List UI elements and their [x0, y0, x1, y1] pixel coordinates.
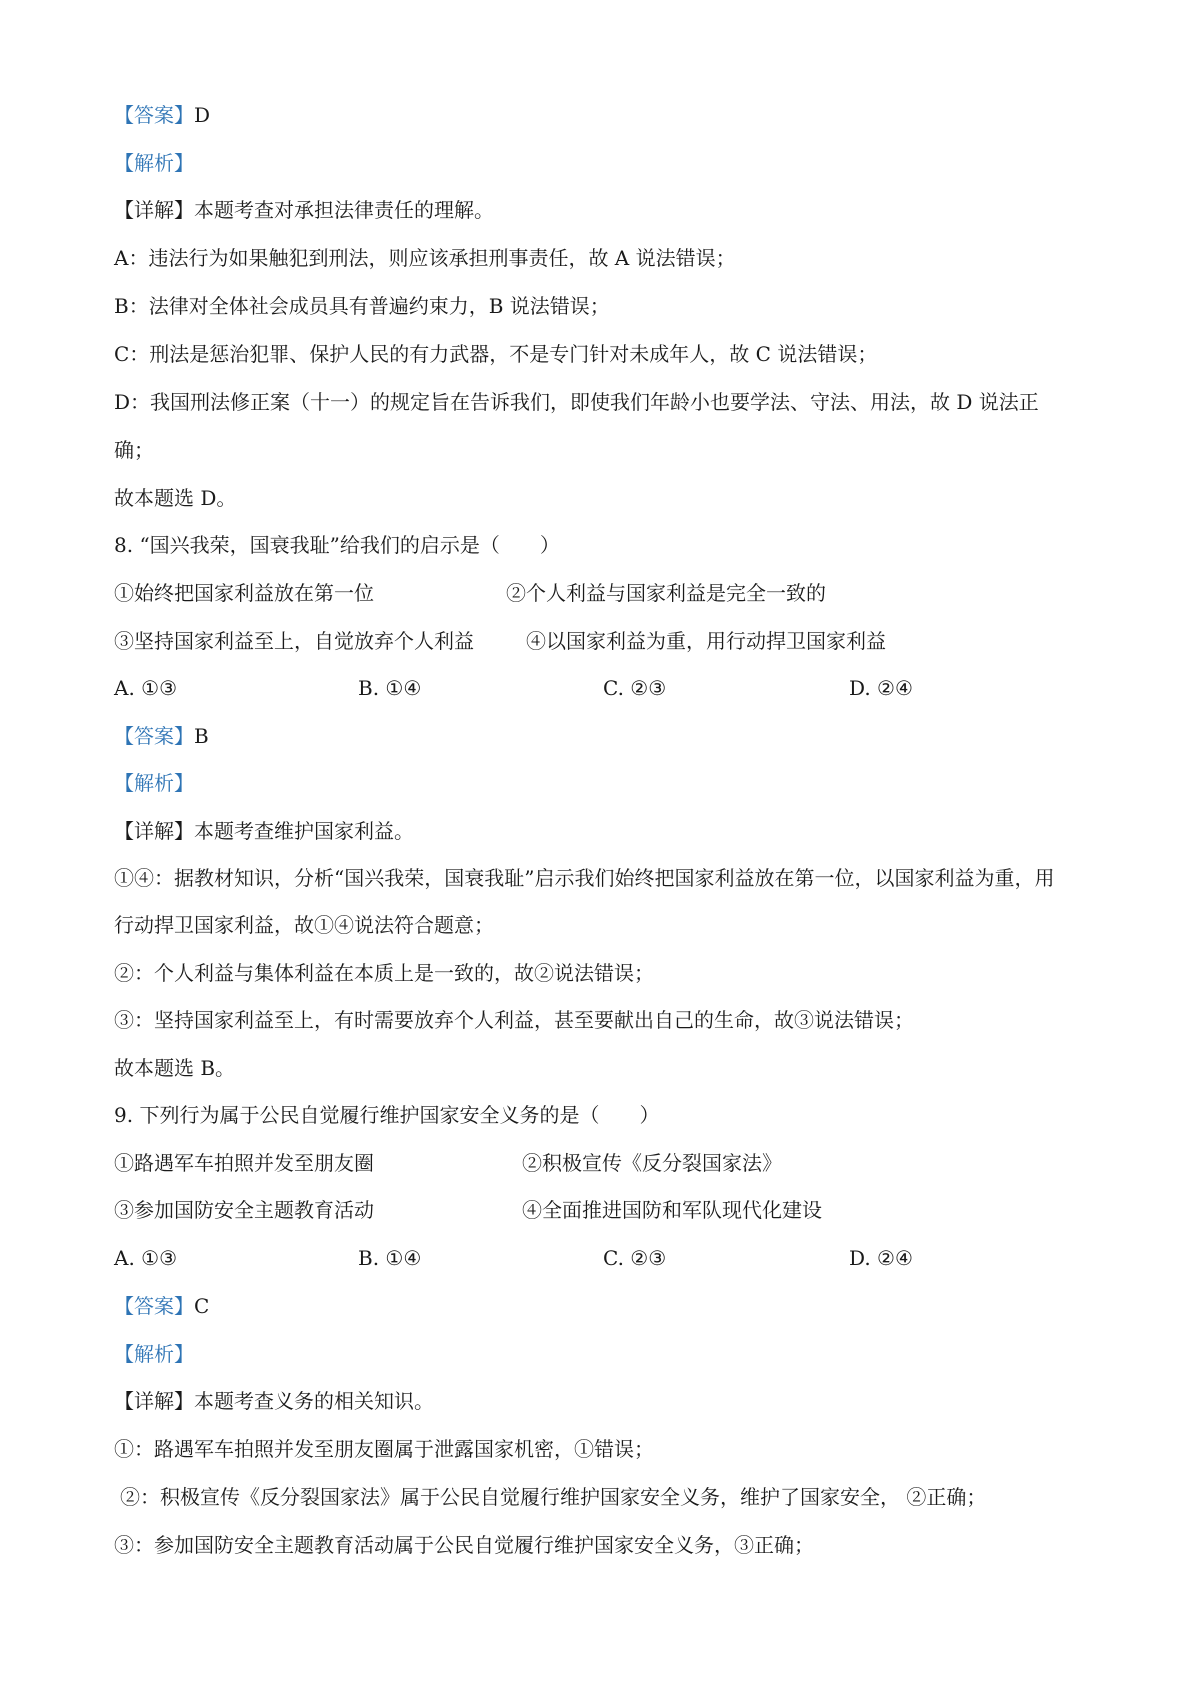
option-b: B. ①④ [358, 676, 422, 700]
conclusion-line: 故本题选 B。 [114, 1056, 236, 1080]
detail-line: 【详解】本题考查对承担法律责任的理解。 [114, 198, 494, 222]
option-a: A. ①③ [114, 676, 178, 700]
answer-line [114, 721, 1140, 751]
answer-line [114, 100, 1140, 130]
explanation-line: ②：个人利益与集体利益在本质上是一致的，故②说法错误； [114, 961, 654, 985]
statement-2: ②个人利益与国家利益是完全一致的 [506, 581, 826, 605]
explanation-line: ③：参加国防安全主题教育活动属于公民自觉履行维护国家安全义务，③正确； [114, 1533, 814, 1557]
statement-3: ③坚持国家利益至上，自觉放弃个人利益 [114, 629, 474, 653]
explanation-line: D：我国刑法修正案（十一）的规定旨在告诉我们，即使我们年龄小也要学法、守法、用法，故 D 说法正 [114, 390, 1039, 414]
option-d: D. ②④ [849, 676, 913, 700]
explanation-line: B：法律对全体社会成员具有普遍约束力，B 说法错误； [114, 294, 610, 318]
explanation-line: 确； [114, 438, 154, 462]
statement-1: ①始终把国家利益放在第一位 [114, 581, 374, 605]
answer-value: D [194, 103, 211, 127]
statement-4: ④以国家利益为重，用行动捍卫国家利益 [526, 629, 886, 653]
explanation-line: ②：积极宣传《反分裂国家法》属于公民自觉履行维护国家安全义务，维护了国家安全， ②正确； [120, 1485, 987, 1509]
answer-line [114, 1291, 1140, 1321]
statement-1: ①路遇军车拍照并发至朋友圈 [114, 1151, 374, 1175]
option-a: A. ①③ [114, 1246, 178, 1270]
answer-label: 【答案】 [114, 1294, 194, 1318]
explanation-line: ①：路遇军车拍照并发至朋友圈属于泄露国家机密，①错误； [114, 1437, 654, 1461]
analysis-label: 【解析】 [114, 771, 194, 795]
option-c: C. ②③ [603, 676, 667, 700]
answer-label: 【答案】 [114, 724, 194, 748]
option-c: C. ②③ [603, 1246, 667, 1270]
statement-2: ②积极宣传《反分裂国家法》 [522, 1151, 782, 1175]
answer-value: B [194, 724, 209, 748]
analysis-label: 【解析】 [114, 151, 194, 175]
question-stem: 8. “国兴我荣，国衰我耻”给我们的启示是（ ） [114, 533, 560, 557]
detail-line: 【详解】本题考查维护国家利益。 [114, 819, 414, 843]
explanation-line: 行动捍卫国家利益，故①④说法符合题意； [114, 913, 494, 937]
statement-4: ④全面推进国防和军队现代化建设 [522, 1198, 822, 1222]
option-d: D. ②④ [849, 1246, 913, 1270]
analysis-label: 【解析】 [114, 1342, 194, 1366]
explanation-line: ③：坚持国家利益至上，有时需要放弃个人利益，甚至要献出自己的生命，故③说法错误； [114, 1008, 914, 1032]
question-stem: 9. 下列行为属于公民自觉履行维护国家安全义务的是（ ） [114, 1103, 660, 1127]
answer-label: 【答案】 [114, 103, 194, 127]
explanation-line: C：刑法是惩治犯罪、保护人民的有力武器，不是专门针对未成年人，故 C 说法错误； [114, 342, 878, 366]
detail-line: 【详解】本题考查义务的相关知识。 [114, 1389, 434, 1413]
option-b: B. ①④ [358, 1246, 422, 1270]
conclusion-line: 故本题选 D。 [114, 486, 237, 510]
statement-3: ③参加国防安全主题教育活动 [114, 1198, 374, 1222]
answer-value: C [194, 1294, 210, 1318]
explanation-line: ①④：据教材知识，分析“国兴我荣，国衰我耻”启示我们始终把国家利益放在第一位，以国家利益为重，用 [114, 866, 1055, 890]
explanation-line: A：违法行为如果触犯到刑法，则应该承担刑事责任，故 A 说法错误； [114, 246, 736, 270]
